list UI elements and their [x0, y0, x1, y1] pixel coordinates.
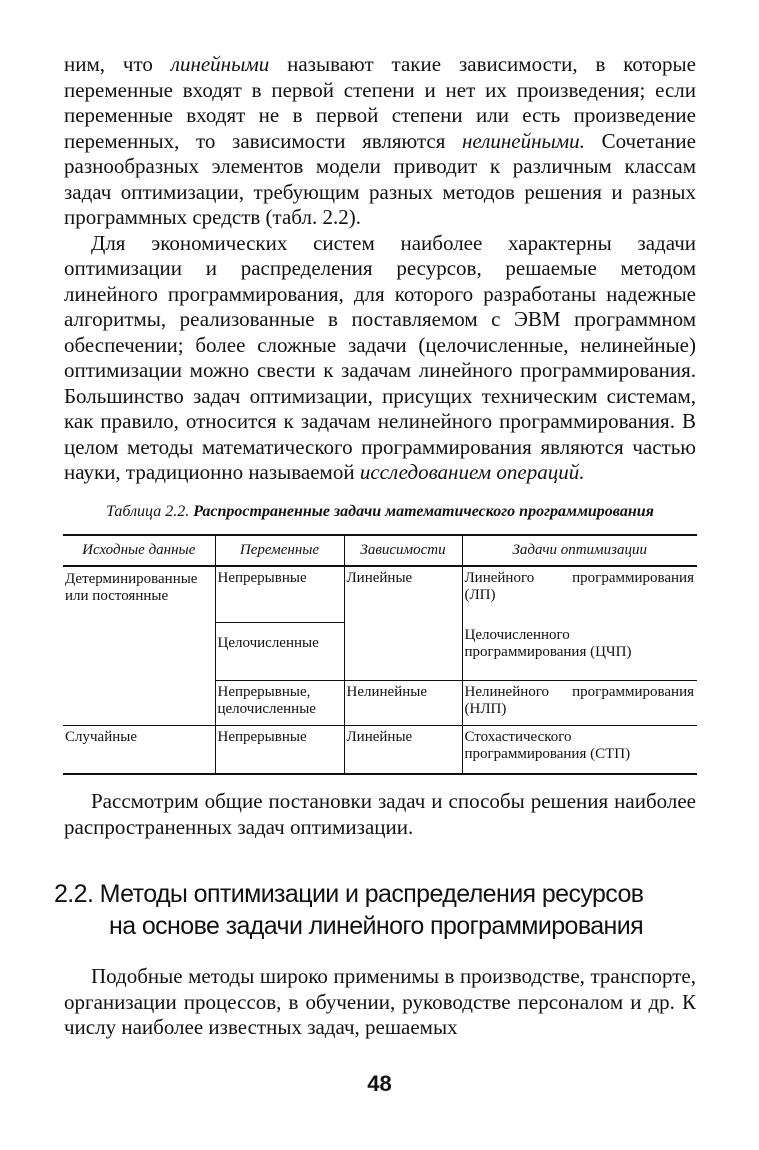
paragraph-3-text: Рассмотрим общие постановки задач и способы решения наиболее распространенных задач оптимизации. — [64, 789, 696, 839]
header-variables: Переменные — [215, 535, 344, 566]
table-row — [63, 726, 697, 775]
page-number: 48 — [367, 1071, 392, 1096]
cell-nlp: Нелинейного программирования (НЛП) — [462, 681, 697, 726]
cell-linear: Линейные — [344, 566, 462, 681]
cell-continuous: Непрерывные — [215, 566, 344, 623]
table-caption-label: Таблица 2.2. — [106, 502, 190, 520]
paragraph-1-text: ним, что — [64, 52, 171, 76]
cell-continuous-2: Непрерывные — [215, 726, 344, 775]
cell-stp: Стохастического программирования (СТП) — [462, 726, 697, 775]
cell-continuous-integer: Непрерывные, целочисленные — [215, 681, 344, 726]
section-heading-line-1: 2.2. Методы оптимизации и распределения ресурсов — [54, 880, 644, 908]
header-dependencies: Зависимости — [344, 535, 462, 566]
page-content — [54, 52, 696, 1041]
term-operations-research: исследованием операций. — [359, 460, 585, 484]
cell-lp: Линейного программирования (ЛП) — [462, 566, 697, 623]
cell-ichp: Целочисленного программирования (ЦЧП) — [462, 623, 697, 681]
cell-integer: Целочисленные — [215, 623, 344, 681]
term-linear: линейными — [170, 52, 270, 76]
cell-linear-2: Линейные — [344, 726, 462, 775]
section-heading — [54, 878, 696, 942]
section-heading-line-2: на основе задачи линейного программирования — [109, 912, 644, 940]
paragraph-2 — [64, 231, 696, 486]
paragraph-4 — [64, 964, 696, 1041]
paragraph-2-text: Для экономических систем наиболее характерны задачи оптимизации и распределения ресурсов, решаемые методом линейного программирования, для которого разработаны надежные алгоритмы, реализованные в поставляемом с ЭВМ программном обеспечении; более сложные задачи (целочисленные, нелинейные) оптимизации можно свести к задачам линейного программирования. Большинство задач оптимизации, присущих техническим системам, как правило, относится к задачам нелинейного программирования. В целом методы математического программирования являются частью науки, традиционно называемой — [64, 230, 696, 484]
cell-nonlinear: Нелинейные — [344, 681, 462, 726]
table-header-row — [63, 535, 697, 566]
header-optimization-tasks: Задачи оптимизации — [462, 535, 697, 566]
paragraph-1-text: Сочетание разнообразных элементов модели приводит к различным классам задач оптимизации, требующим разных методов решения и разных программных средств (табл. 2.2). — [64, 128, 696, 229]
paragraph-3 — [64, 789, 696, 840]
header-source-data: Исходные данные — [63, 535, 215, 566]
table-caption-title: Распространенные задачи математического программирования — [193, 502, 654, 520]
paragraph-1 — [64, 52, 696, 231]
table-caption — [64, 502, 696, 522]
cell-random: Случайные — [63, 726, 215, 775]
optimization-tasks-table — [63, 534, 697, 776]
table-row — [63, 566, 697, 623]
paragraph-4-text: Подобные методы широко применимы в производстве, транспорте, организации процессов, в обучении, руководстве персоналом и др. К числу наиболее известных задач, решаемых — [64, 964, 696, 1039]
paragraph-1-text: называют такие зависимости, в которые переменные входят в первой степени и нет их произведения; если переменные входят не в первой степени или есть произведение переменных, то зависимости являются — [64, 52, 696, 153]
term-nonlinear: нелинейными. — [462, 128, 585, 153]
cell-deterministic: Детерминированные или постоянные — [63, 566, 215, 726]
